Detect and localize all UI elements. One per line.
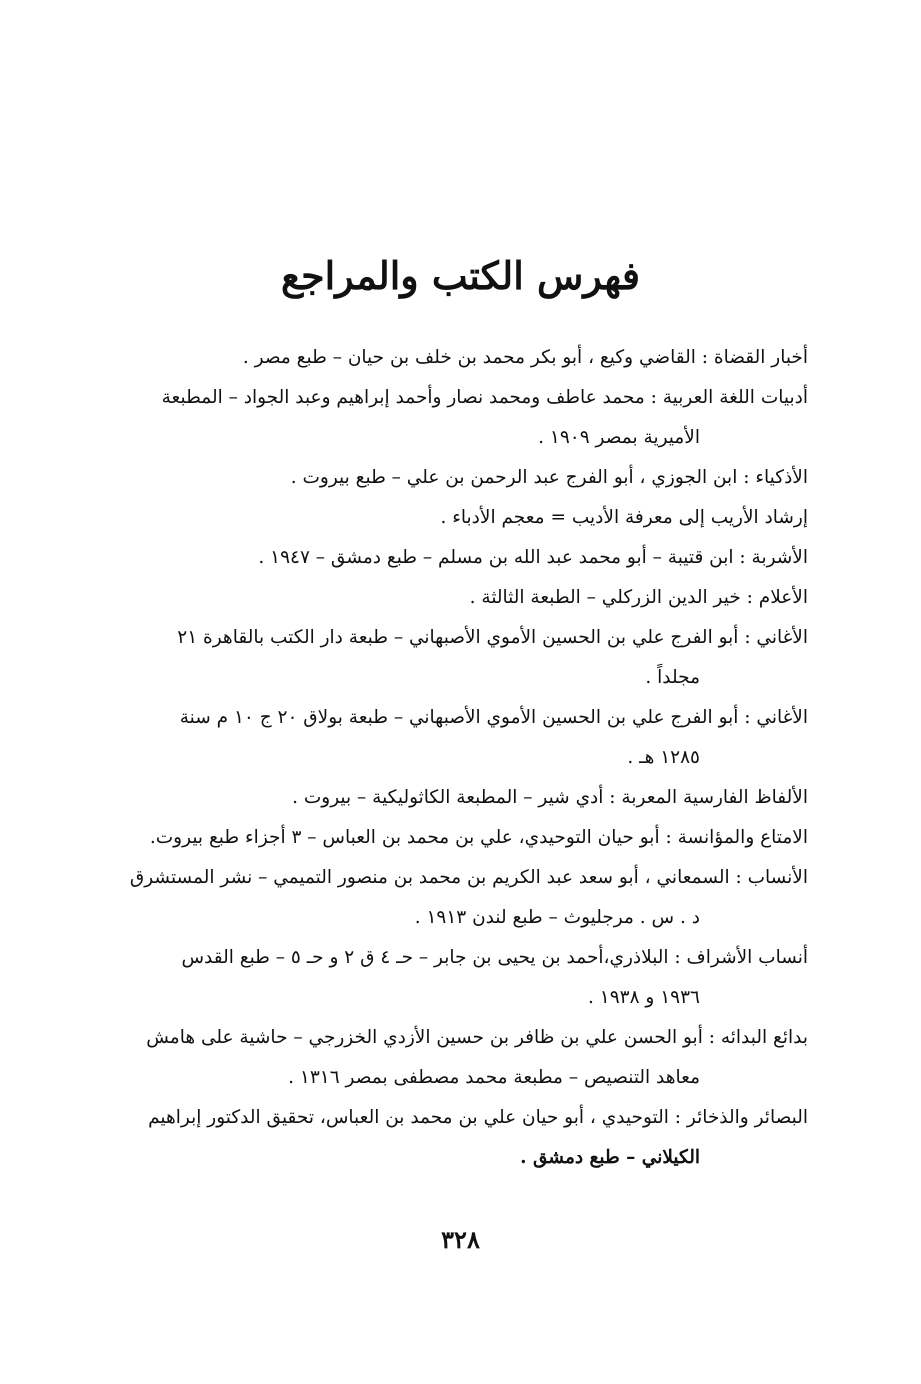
bibliography-entry bbox=[100, 498, 808, 538]
bibliography-entry bbox=[100, 378, 808, 458]
entry-continuation-line: ١٢٨٥ هـ . bbox=[627, 747, 700, 768]
bibliography-entry bbox=[100, 1098, 808, 1178]
bibliography-entry bbox=[100, 538, 808, 578]
page-title: فهرس الكتب والمراجع bbox=[280, 253, 641, 298]
bibliography-entry bbox=[100, 578, 808, 618]
bibliography-entry bbox=[100, 618, 808, 698]
entry-continuation-line: د . س . مرجليوث – طبع لندن ١٩١٣ . bbox=[414, 907, 700, 928]
entry-line: بدائع البدائه : أبو الحسن علي بن ظافر بن حسين الأزدي الخزرجي – حاشية على هامش bbox=[146, 1027, 808, 1048]
entry-line: الأنساب : السمعاني ، أبو سعد عبد الكريم بن محمد بن منصور التميمي – نشر المستشرق bbox=[129, 867, 808, 888]
entry-line: الألفاظ الفارسية المعربة : أدي شير – المطبعة الكاثوليكية – بيروت . bbox=[292, 787, 808, 808]
bibliography-entry bbox=[100, 938, 808, 1018]
entry-continuation-line: معاهد التنصيص – مطبعة محمد مصطفى بمصر ١٣١٦ . bbox=[288, 1067, 700, 1088]
entry-continuation-line: مجلداً . bbox=[645, 667, 700, 688]
entry-line: إرشاد الأريب إلى معرفة الأديب = معجم الأدباء . bbox=[440, 507, 808, 528]
bibliography-list bbox=[100, 338, 808, 1178]
bibliography-entry bbox=[100, 338, 808, 378]
entry-line: الأغاني : أبو الفرج علي بن الحسين الأموي الأصبهاني – طبعة بولاق ٢٠ ج ١٠ م سنة bbox=[179, 707, 808, 728]
entry-line: الأذكياء : ابن الجوزي ، أبو الفرج عبد الرحمن بن علي – طبع بيروت . bbox=[290, 467, 808, 488]
bibliography-entry bbox=[100, 1018, 808, 1098]
entry-line: الأشربة : ابن قتيبة – أبو محمد عبد الله بن مسلم – طبع دمشق – ١٩٤٧ . bbox=[258, 547, 808, 568]
entry-line: الأعلام : خير الدين الزركلي – الطبعة الثالثة . bbox=[469, 587, 808, 608]
entry-line: البصائر والذخائر : التوحيدي ، أبو حيان علي بن محمد بن العباس، تحقيق الدكتور إبراهيم bbox=[148, 1107, 808, 1128]
bibliography-entry bbox=[100, 458, 808, 498]
bibliography-entry bbox=[100, 778, 808, 818]
entry-continuation-line: الأميرية بمصر ١٩٠٩ . bbox=[538, 427, 700, 448]
entry-continuation-line: ١٩٣٦ و ١٩٣٨ . bbox=[588, 987, 700, 1008]
entry-line: أنساب الأشراف : البلاذري،أحمد بن يحيى بن جابر – حـ ٤ ق ٢ و حـ ٥ – طبع القدس bbox=[181, 947, 808, 968]
entry-continuation-line: الكيلاني – طبع دمشق . bbox=[520, 1147, 700, 1168]
entry-line: أخبار القضاة : القاضي وكيع ، أبو بكر محمد بن خلف بن حيان – طبع مصر . bbox=[242, 347, 808, 368]
bibliography-entry bbox=[100, 698, 808, 778]
bibliography-entry bbox=[100, 858, 808, 938]
entry-line: الامتاع والمؤانسة : أبو حيان التوحيدي، علي بن محمد بن العباس – ٣ أجزاء طبع بيروت. bbox=[149, 827, 808, 848]
entry-line: أدبيات اللغة العربية : محمد عاطف ومحمد نصار وأحمد إبراهيم وعبد الجواد – المطبعة bbox=[161, 387, 808, 408]
entry-line: الأغاني : أبو الفرج علي بن الحسين الأموي الأصبهاني – طبعة دار الكتب بالقاهرة ٢١ bbox=[177, 627, 808, 648]
page-number: ٣٢٨ bbox=[441, 1225, 480, 1254]
bibliography-entry bbox=[100, 818, 808, 858]
